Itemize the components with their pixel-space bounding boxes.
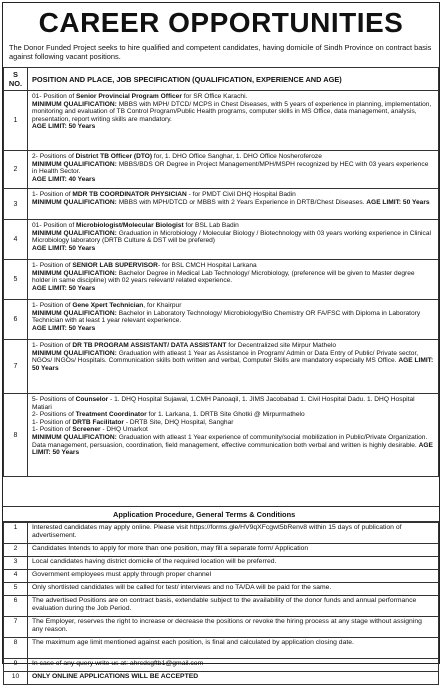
qualification-label: MINIMUM QUALIFICATION: xyxy=(32,160,119,168)
position-lead: 2- Positions of xyxy=(32,411,76,419)
positions-table xyxy=(3,67,439,477)
row-number: 8 xyxy=(4,394,28,477)
position-place: - DHQ Umarkot xyxy=(100,426,148,434)
position-place: - for BSL CMCH Hospital Larkana xyxy=(157,262,257,269)
position-cell xyxy=(28,394,439,477)
terms-title: Application Procedure, General Terms & Conditions xyxy=(3,506,439,522)
term-text: ONLY ONLINE APPLICATIONS WILL BE ACCEPTED xyxy=(28,672,439,685)
position-cell xyxy=(28,220,439,260)
qualification-label: MINIMUM QUALIFICATION: xyxy=(32,198,119,206)
terms-table xyxy=(3,522,439,685)
position-cell xyxy=(28,340,439,394)
position-title: Microbiologist/Molecular Biologist xyxy=(75,222,184,229)
term-number: 10 xyxy=(4,672,28,685)
sno-header: S NO. xyxy=(4,68,28,91)
position-lead: 1- Position of xyxy=(32,418,73,426)
position-place: for 1. Larkana, 1. DRTB Site Ghotki @ Mirpurmathelo xyxy=(146,411,305,419)
position-lead: 2- Positions of xyxy=(32,153,76,160)
qualification-text: Graduation in Microbiology / Molecular Biology / Biotechnology with 03 years working experience in Clinical Microbiology laboratory (DRTB Culture & DST will be prefered) xyxy=(32,229,431,245)
qualification-text: Graduation with atleast 1 Year as Assistance in Program/ Admin or Data Entry of Public/ Private sector, NGOs/ INGOs/ Hospitals. Communication skills both written and verbal, Computer Skills are mandatory especially MS Office. xyxy=(32,349,419,365)
term-number: 6 xyxy=(4,596,28,617)
term-row xyxy=(4,638,439,659)
position-lead: 1- Position of xyxy=(32,342,73,349)
qualification-text: MBBS with MPH/DTCD or MBBS with 2 Years Experience in DRTB/Chest Diseases. xyxy=(118,198,365,206)
qualification-text: Bachelor Degree in Medical Lab Technology/ Microbiology, (preference will be given to Master degree holder in same discipline) with 02 years relevant/ related experience. xyxy=(32,269,415,285)
term-number: 3 xyxy=(4,557,28,570)
table-row xyxy=(4,300,439,340)
position-place: for SR Office Karachi. xyxy=(181,93,248,100)
term-row xyxy=(4,557,439,570)
position-title: Gene Xpert Technician xyxy=(72,302,144,309)
position-title: Screener xyxy=(72,426,101,434)
age-limit: AGE LIMIT: 50 Years xyxy=(32,324,96,332)
position-lead: 5- Positions of xyxy=(32,396,76,403)
position-title: DRTB Facilitator xyxy=(72,418,124,426)
term-number: 1 xyxy=(4,523,28,544)
term-text: The maximum age limit mentioned against each position, is final and calculated by application closing date. xyxy=(28,638,439,659)
qualification-text: MBBS/BDS OR Degree in Project Management/MPH/MSPH recognized by HEC with 03 years experience in Health Sector. xyxy=(32,160,429,176)
position-title: DR TB PROGRAM ASSISTANT/ DATA ASSISTANT xyxy=(72,342,227,349)
page-title: CAREER OPPORTUNITIES xyxy=(38,7,404,38)
term-number: 5 xyxy=(4,583,28,596)
qualification-text: MBBS with MPH/ DTCD/ MCPS in Chest Diseases, with 5 years of experience in planning, implementation, monitoring and evaluation of TB Control Program/Public Health programs, computer skills in MS Office, data management, analysis, presentation, report writing skills are mandatory. xyxy=(32,100,432,123)
table-row xyxy=(4,220,439,260)
term-number: 2 xyxy=(4,544,28,557)
term-number: 7 xyxy=(4,617,28,638)
term-row xyxy=(4,596,439,617)
table-header-row xyxy=(4,68,439,91)
term-text: The advertised Positions are on contract basis, extendable subject to the availability of the donor funds and annual performance evaluation during the Job Period. xyxy=(28,596,439,617)
age-limit: AGE LIMIT: 50 Years xyxy=(366,198,430,206)
qualification-text: Graduation with atleast 1 Year experience of community/social mobilization in Public/Private Organization. Data management, persuasion, coordination, field management, effective communication both verbal and written is highly desirable. xyxy=(32,433,428,449)
position-title: Senior Provincial Program Officer xyxy=(75,93,182,100)
header xyxy=(3,3,439,43)
age-limit: AGE LIMIT: 50 Years xyxy=(32,244,96,252)
term-row xyxy=(4,617,439,638)
position-cell xyxy=(28,189,439,220)
position-place: - 1. DHQ Hospital Sujawal, 1.CMH Panoaqil, 1. JIMS Jacobabad 1. Civil Hospital Dadu. 1. DHQ Hospital Matiari xyxy=(32,396,415,411)
qualification-label: MINIMUM QUALIFICATION: xyxy=(32,100,119,108)
term-row xyxy=(4,659,439,672)
age-limit: AGE LIMIT: 50 Years xyxy=(32,357,434,372)
position-place: for Decentralized site Mirpur Mathelo xyxy=(226,342,336,349)
qualification-label: MINIMUM QUALIFICATION: xyxy=(32,269,119,277)
position-cell xyxy=(28,91,439,151)
term-text: Local candidates having district domicile of the required location will be preferred. xyxy=(28,557,439,570)
term-number: 9 xyxy=(4,659,28,672)
position-lead: 1- Position of xyxy=(32,302,73,309)
term-text: Government employees must apply through proper channel xyxy=(28,570,439,583)
position-title: Treatment Coordinator xyxy=(75,411,147,419)
term-text: In case of any query write us at: ahrcdcgftb1@gmail.com xyxy=(28,659,439,672)
row-number: 1 xyxy=(4,91,28,151)
row-number: 7 xyxy=(4,340,28,394)
term-number: 4 xyxy=(4,570,28,583)
advertisement-page xyxy=(2,2,440,680)
position-header: POSITION AND PLACE, JOB SPECIFICATION (QUALIFICATION, EXPERIENCE AND AGE) xyxy=(28,68,439,91)
qualification-label: MINIMUM QUALIFICATION: xyxy=(32,309,119,317)
term-text: The Employer, reserves the right to increase or decrease the positions or revoke the hiring process at any stage without assigning any reason. xyxy=(28,617,439,638)
position-lead: 1- Position of xyxy=(32,426,73,434)
table-row xyxy=(4,260,439,300)
position-title: MDR TB COORDINATOR PHYSICIAN xyxy=(72,191,187,198)
term-number: 8 xyxy=(4,638,28,659)
row-number: 5 xyxy=(4,260,28,300)
position-place: , for Khairpur xyxy=(143,302,182,309)
term-text: Candidates Intends to apply for more than one position, may fill a separate form/ Application xyxy=(28,544,439,557)
term-row xyxy=(4,544,439,557)
qualification-label: MINIMUM QUALIFICATION: xyxy=(32,433,119,441)
qualification-label: MINIMUM QUALIFICATION: xyxy=(32,229,119,237)
position-lead: 1- Position of xyxy=(32,191,73,198)
row-number: 3 xyxy=(4,189,28,220)
position-place: for BSL Lab Badin xyxy=(183,222,239,229)
position-title: District TB Officer (DTO) xyxy=(75,153,153,160)
table-row xyxy=(4,340,439,394)
position-cell xyxy=(28,151,439,189)
position-title: Counselor xyxy=(75,396,109,403)
term-text: Interested candidates may apply online. Please visit https://forms.gle/HV9qXFcgwt5bRenv8 within 15 days of publication of advertisement. xyxy=(28,523,439,544)
term-text: Only shortlisted candidates will be called for test/ interviews and no TA/DA will be paid for the same. xyxy=(28,583,439,596)
table-row xyxy=(4,189,439,220)
position-cell xyxy=(28,260,439,300)
row-number: 2 xyxy=(4,151,28,189)
table-row xyxy=(4,394,439,477)
table-row xyxy=(4,151,439,189)
row-number: 4 xyxy=(4,220,28,260)
position-place: - DRTB Site, DHQ Hospital, Sanghar xyxy=(123,418,234,426)
age-limit: AGE LIMIT: 50 Years xyxy=(32,123,96,131)
age-limit: AGE LIMIT: 40 Years xyxy=(32,175,96,183)
intro-text: The Donor Funded Project seeks to hire qualified and competent candidates, having domicile of Sindh Province on contract basis against following vacant positions. xyxy=(9,43,432,61)
position-cell xyxy=(28,300,439,340)
qualification-label: MINIMUM QUALIFICATION: xyxy=(32,349,119,357)
position-lead: 01- Position of xyxy=(32,93,76,100)
position-lead: 01- Position of xyxy=(32,222,76,229)
term-row xyxy=(4,672,439,685)
term-row xyxy=(4,570,439,583)
table-row xyxy=(4,91,439,151)
age-limit: AGE LIMIT: 50 Years xyxy=(32,284,96,292)
age-limit: AGE LIMIT: 50 Years xyxy=(32,441,433,457)
qualification-text: Bachelor in Laboratory Technology/ Microbiology/Bio Chemistry OR FA/FSC with Diploma in Laboratory Technician with at least 1 year relevant experience. xyxy=(32,309,421,325)
term-row xyxy=(4,523,439,544)
term-row xyxy=(4,583,439,596)
position-place: for, 1. DHO Office Sanghar, 1. DHO Office Nosheroferoze xyxy=(152,153,322,160)
position-title: SENIOR LAB SUPERVISOR xyxy=(72,262,158,269)
position-lead: 1- Position of xyxy=(32,262,73,269)
position-place: - for PMDT Civil DHQ Hospital Badin xyxy=(186,191,296,198)
row-number: 6 xyxy=(4,300,28,340)
